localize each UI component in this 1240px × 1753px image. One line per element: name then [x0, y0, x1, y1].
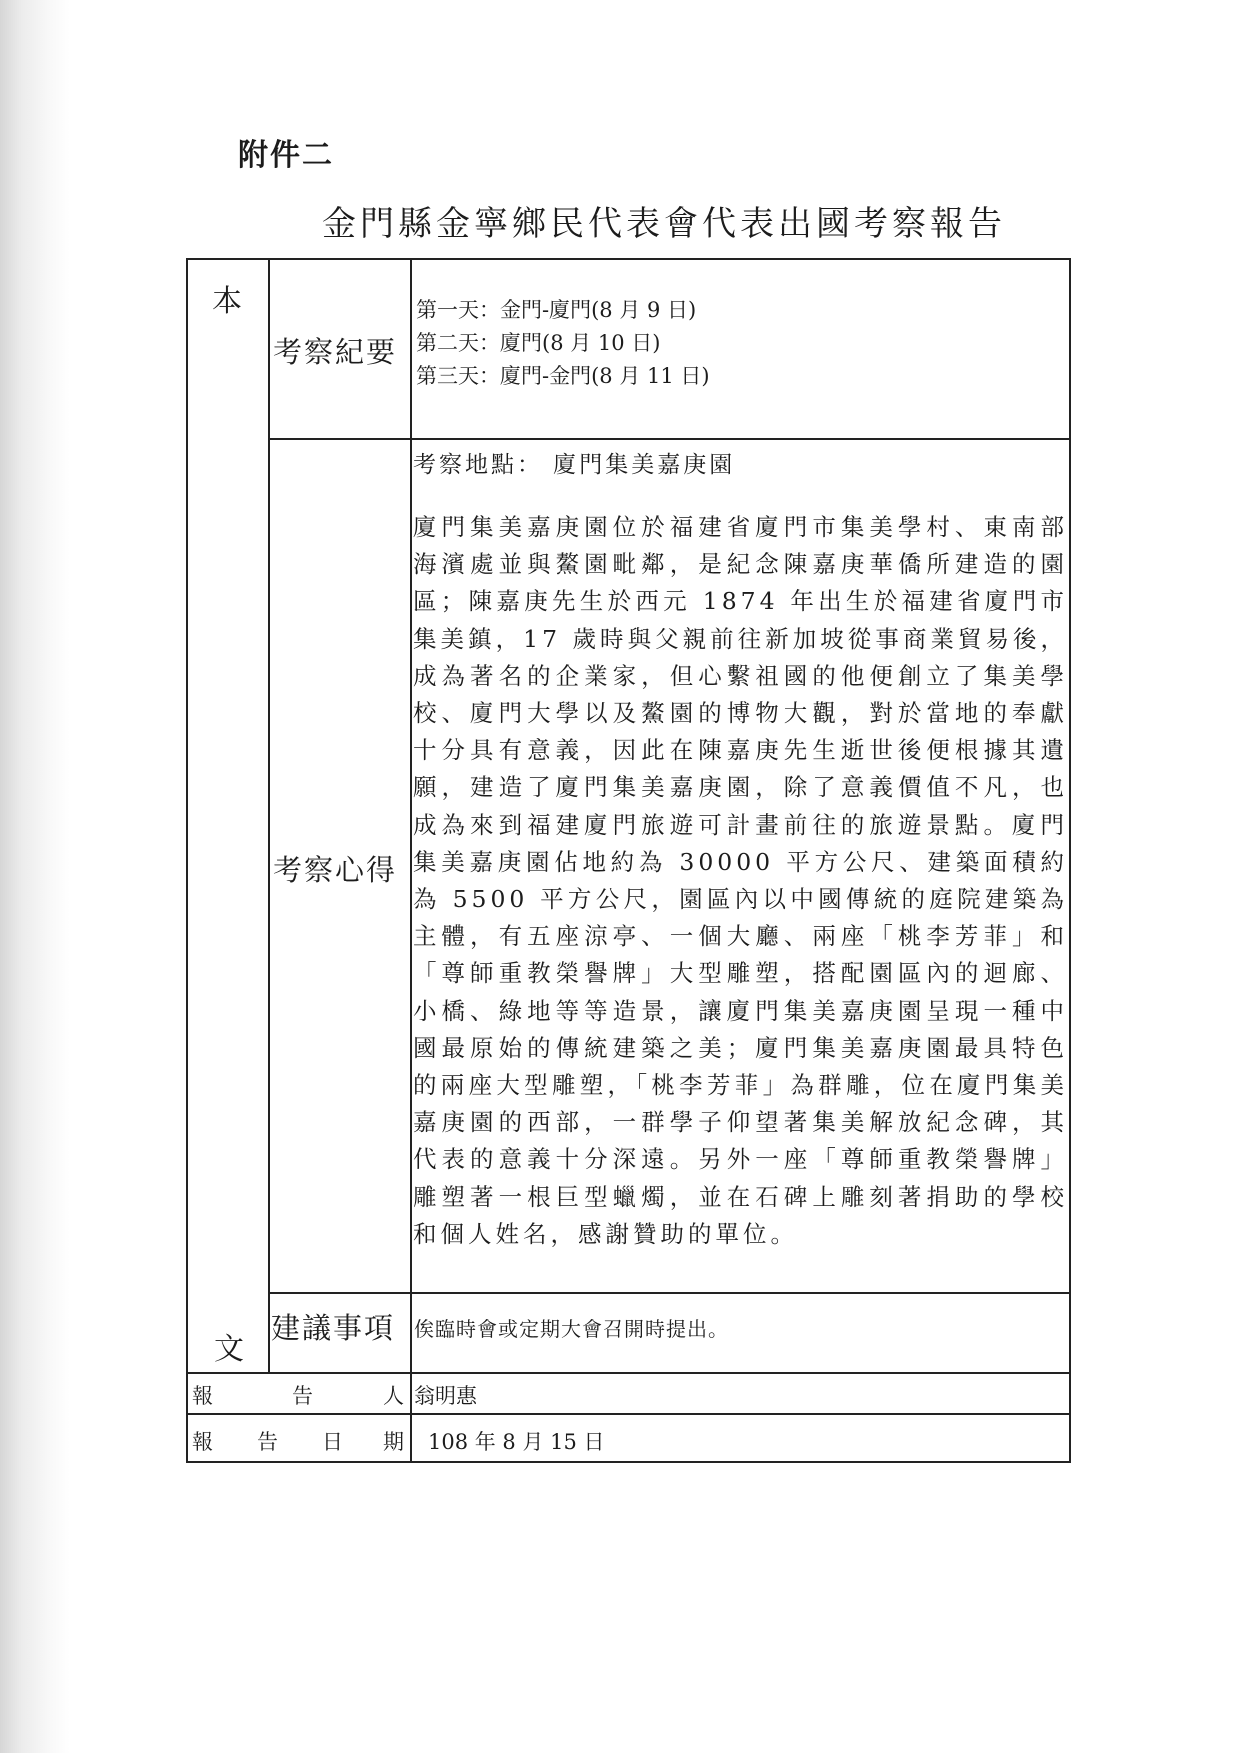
reporter-label-char-1: 報 [192, 1384, 213, 1408]
reporter-label-char-2: 告 [292, 1384, 313, 1408]
row-divider-insights [268, 1292, 1071, 1294]
scan-shadow [0, 0, 70, 1753]
date-label-char-1: 報 [192, 1430, 213, 1454]
col-divider-side [268, 258, 270, 1373]
insights-body: 廈門集美嘉庚園位於福建省廈門市集美學村、東南部海濱處並與鰲園毗鄰，是紀念陳嘉庚華僑所建造的園區；陳嘉庚先生於西元 1874 年出生於福建省廈門市集美鎮，17 歲時與父親前往新加坡從事商業貿易後，成為著名的企業家，但心繫祖國的他便創立了集美學校、廈門大學以及鰲園的博物大觀，對於當地的奉獻十分具有意義，因此在陳嘉庚先生逝世後便根據其遺願，建造了廈門集美嘉庚園，除了意義價值不凡，也成為來到福建廈門旅遊可計畫前往的旅遊景點。廈門集美嘉庚園佔地約為 30000 平方公尺、建築面積約為 5500 平方公尺，園區內以中國傳統的庭院建築為主體，有五座涼亭、一個大廳、兩座「桃李芳菲」和「尊師重教榮譽牌」大型雕塑，搭配園區內的迴廊、小橋、綠地等等造景，讓廈門集美嘉庚園呈現一種中國最原始的傳統建築之美；廈門集美嘉庚園最具特色的兩座大型雕塑，「桃李芳菲」為群雕，位在廈門集美嘉庚園的西部，一群學子仰望著集美解放紀念碑，其代表的意義十分深遠。另外一座「尊師重教榮譽牌」雕塑著一根巨型蠟燭，並在石碑上雕刻著捐助的學校和個人姓名，感謝贊助的單位。 [413, 513, 1068, 1248]
attachment-label: 附件二 [238, 138, 334, 173]
summary-label: 考察紀要 [273, 335, 398, 369]
side-label-top: 本 [212, 284, 242, 319]
schedule-day-1: 第一天：金門-廈門(8 月 9 日) [416, 298, 697, 322]
row-divider-reporter [186, 1413, 1071, 1415]
schedule-day-3: 第三天：廈門-金門(8 月 11 日) [416, 364, 710, 388]
reporter-value: 翁明惠 [414, 1384, 477, 1408]
row-divider-main [186, 1372, 1071, 1374]
suggestions-label: 建議事項 [271, 1311, 396, 1345]
suggestions-value: 俟臨時會或定期大會召開時提出。 [414, 1317, 729, 1341]
date-label-char-2: 告 [257, 1430, 278, 1454]
schedule-day-2: 第二天：廈門(8 月 10 日) [416, 331, 661, 355]
reporter-label-char-3: 人 [383, 1384, 404, 1408]
report-title: 金門縣金寧鄉民代表會代表出國考察報告 [322, 204, 1006, 244]
col-divider-label [410, 258, 412, 1463]
insights-location: 考察地點： 廈門集美嘉庚園 [413, 452, 736, 478]
date-label-char-3: 日 [322, 1430, 343, 1454]
insights-label: 考察心得 [273, 853, 398, 887]
report-date-value: 108 年 8 月 15 日 [428, 1430, 605, 1454]
side-label-bottom: 文 [214, 1332, 244, 1367]
date-label-char-4: 期 [383, 1430, 404, 1454]
row-divider-summary [268, 438, 1071, 440]
